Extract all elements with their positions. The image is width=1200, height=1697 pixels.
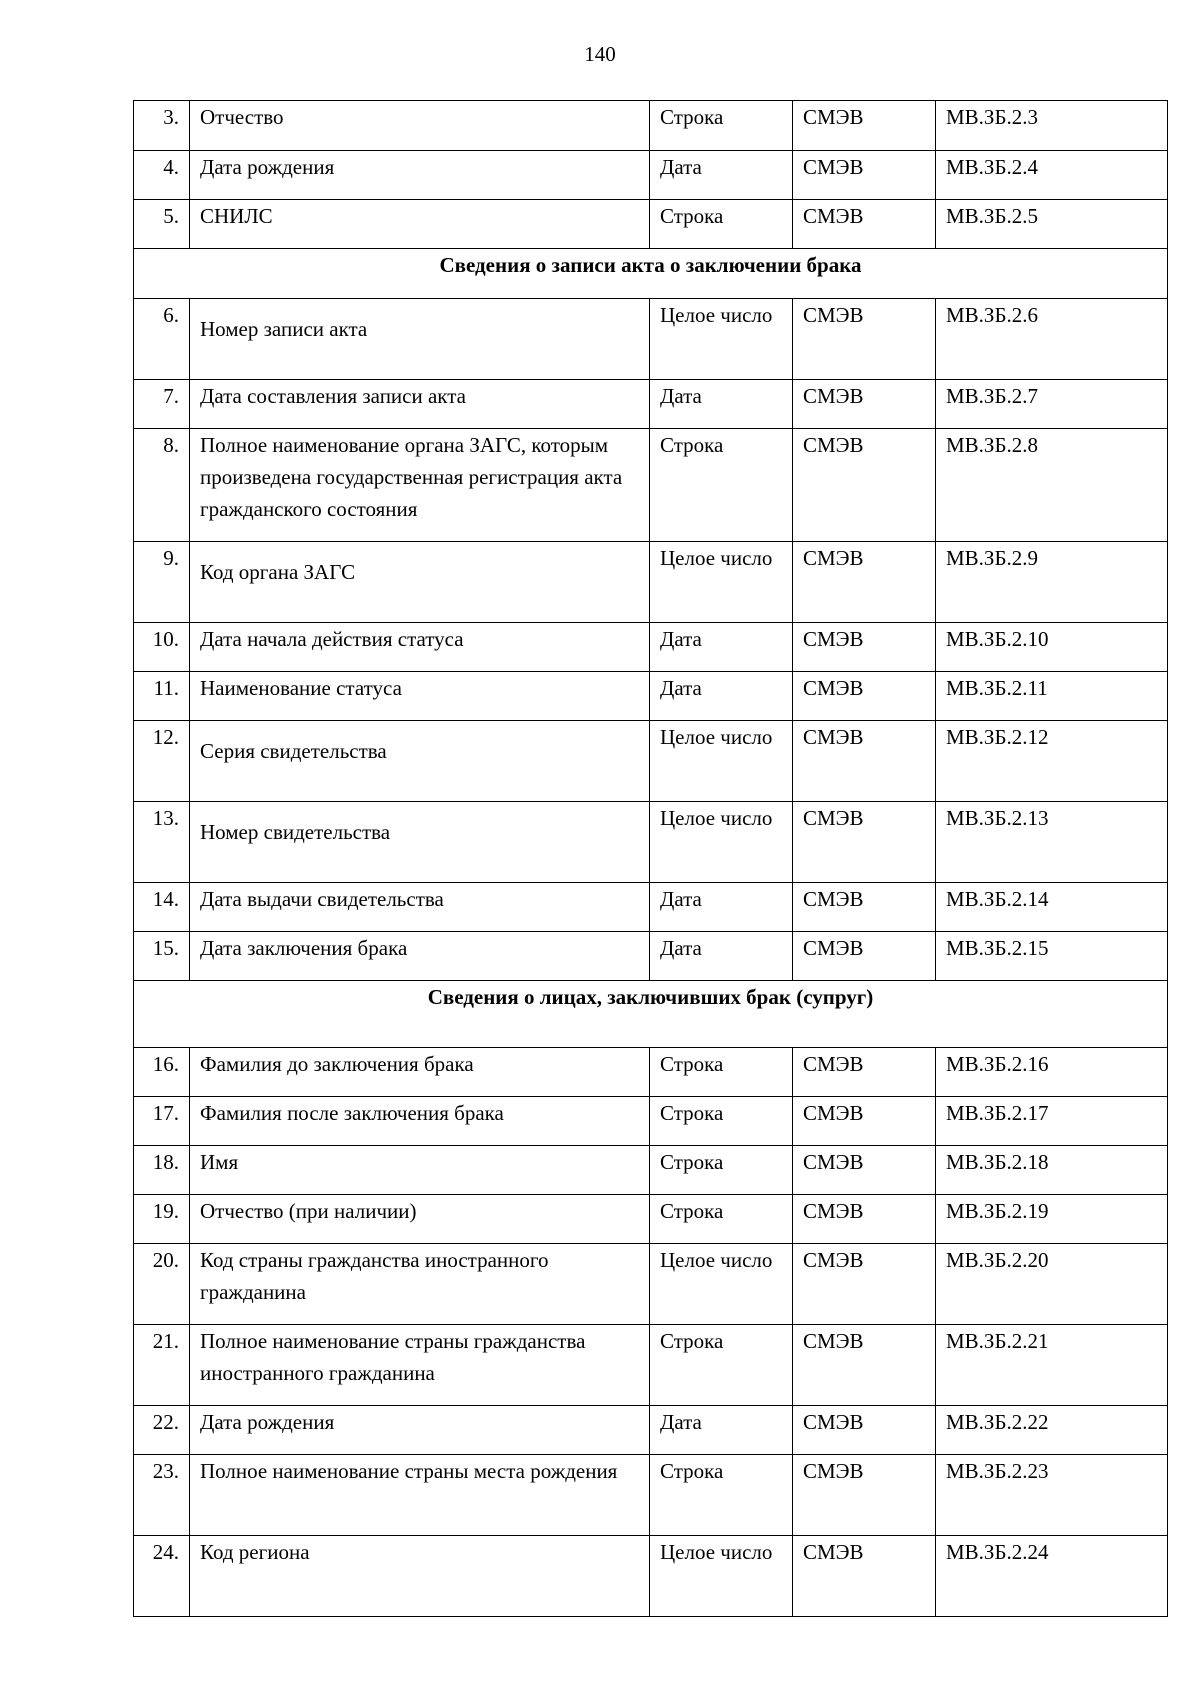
data-type-cell: Дата: [650, 1406, 793, 1455]
source-cell: СМЭВ: [793, 380, 936, 429]
attribute-code-cell: МВ.ЗБ.2.23: [936, 1455, 1168, 1536]
attribute-name-cell: [190, 721, 650, 802]
data-type-cell: Целое число: [650, 1244, 793, 1325]
row-number-cell: 6.: [134, 299, 190, 380]
attribute-name-cell: Фамилия после заключения брака: [190, 1097, 650, 1146]
table-row: [134, 101, 1168, 151]
table-row: [134, 200, 1168, 249]
data-type-cell: Дата: [650, 151, 793, 200]
row-number-cell: 14.: [134, 883, 190, 932]
source-cell: СМЭВ: [793, 1536, 936, 1617]
table-row: [134, 299, 1168, 380]
section-title: Сведения о записи акта о заключении брака: [134, 249, 1168, 299]
table-row: [134, 380, 1168, 429]
row-number-cell: 19.: [134, 1195, 190, 1244]
attribute-name-text: Код органа ЗАГС: [200, 560, 356, 584]
source-cell: СМЭВ: [793, 429, 936, 542]
attribute-code-cell: МВ.ЗБ.2.24: [936, 1536, 1168, 1617]
attribute-name-cell: Код страны гражданства иностранного гражданина: [190, 1244, 650, 1325]
table-row: [134, 623, 1168, 672]
table-row: [134, 1195, 1168, 1244]
source-cell: СМЭВ: [793, 151, 936, 200]
table-row: [134, 1406, 1168, 1455]
data-type-cell: Дата: [650, 883, 793, 932]
attribute-name-cell: Имя: [190, 1146, 650, 1195]
attribute-name-cell: Отчество (при наличии): [190, 1195, 650, 1244]
source-cell: СМЭВ: [793, 1455, 936, 1536]
row-number-cell: 16.: [134, 1048, 190, 1097]
page-number: 140: [584, 42, 616, 66]
table-row: [134, 932, 1168, 981]
attribute-code-cell: МВ.ЗБ.2.20: [936, 1244, 1168, 1325]
table-row: [134, 1455, 1168, 1536]
data-type-cell: Целое число: [650, 721, 793, 802]
attribute-name-cell: Отчество: [190, 101, 650, 151]
source-cell: СМЭВ: [793, 1325, 936, 1406]
attribute-name-text: Серия свидетельства: [200, 739, 387, 763]
attribute-code-cell: МВ.ЗБ.2.12: [936, 721, 1168, 802]
data-type-cell: Строка: [650, 1048, 793, 1097]
data-type-cell: Дата: [650, 380, 793, 429]
section-title: Сведения о лицах, заключивших брак (супруг): [134, 981, 1168, 1048]
attribute-code-cell: МВ.ЗБ.2.3: [936, 101, 1168, 151]
data-type-cell: Целое число: [650, 299, 793, 380]
row-number-cell: 22.: [134, 1406, 190, 1455]
source-cell: СМЭВ: [793, 802, 936, 883]
row-number-cell: 13.: [134, 802, 190, 883]
attribute-code-cell: МВ.ЗБ.2.5: [936, 200, 1168, 249]
attribute-name-cell: Дата составления записи акта: [190, 380, 650, 429]
attribute-code-cell: МВ.ЗБ.2.14: [936, 883, 1168, 932]
source-cell: СМЭВ: [793, 542, 936, 623]
attribute-code-cell: МВ.ЗБ.2.22: [936, 1406, 1168, 1455]
attribute-name-text: Номер записи акта: [200, 317, 368, 341]
attribute-name-cell: СНИЛС: [190, 200, 650, 249]
table-row: [134, 1146, 1168, 1195]
attribute-name-cell: Полное наименование страны гражданства иностранного гражданина: [190, 1325, 650, 1406]
attribute-name-cell: Наименование статуса: [190, 672, 650, 721]
section-header-row: [134, 249, 1168, 299]
table-row: [134, 1244, 1168, 1325]
row-number-cell: 4.: [134, 151, 190, 200]
row-number-cell: 5.: [134, 200, 190, 249]
attribute-name-cell: Дата начала действия статуса: [190, 623, 650, 672]
source-cell: СМЭВ: [793, 1048, 936, 1097]
attribute-name-text: Номер свидетельства: [200, 820, 391, 844]
data-type-cell: Строка: [650, 1195, 793, 1244]
table-row: [134, 1097, 1168, 1146]
source-cell: СМЭВ: [793, 883, 936, 932]
row-number-cell: 24.: [134, 1536, 190, 1617]
source-cell: СМЭВ: [793, 1406, 936, 1455]
row-number-cell: 20.: [134, 1244, 190, 1325]
source-cell: СМЭВ: [793, 932, 936, 981]
table-body: [134, 101, 1168, 1617]
data-type-cell: Дата: [650, 932, 793, 981]
source-cell: СМЭВ: [793, 623, 936, 672]
row-number-cell: 21.: [134, 1325, 190, 1406]
row-number-cell: 8.: [134, 429, 190, 542]
source-cell: СМЭВ: [793, 1097, 936, 1146]
attribute-code-cell: МВ.ЗБ.2.4: [936, 151, 1168, 200]
attribute-name-cell: Дата заключения брака: [190, 932, 650, 981]
row-number-cell: 11.: [134, 672, 190, 721]
attribute-name-cell: Дата выдачи свидетельства: [190, 883, 650, 932]
attribute-name-cell: [190, 802, 650, 883]
source-cell: СМЭВ: [793, 200, 936, 249]
source-cell: СМЭВ: [793, 101, 936, 151]
data-type-cell: Целое число: [650, 542, 793, 623]
data-type-cell: Строка: [650, 1325, 793, 1406]
table-row: [134, 883, 1168, 932]
attribute-code-cell: МВ.ЗБ.2.15: [936, 932, 1168, 981]
row-number-cell: 15.: [134, 932, 190, 981]
row-number-cell: 9.: [134, 542, 190, 623]
attribute-name-cell: [190, 542, 650, 623]
row-number-cell: 10.: [134, 623, 190, 672]
section-header-row: [134, 981, 1168, 1048]
source-cell: СМЭВ: [793, 1146, 936, 1195]
attribute-code-cell: МВ.ЗБ.2.9: [936, 542, 1168, 623]
table-row: [134, 721, 1168, 802]
data-type-cell: Строка: [650, 1455, 793, 1536]
attribute-code-cell: МВ.ЗБ.2.8: [936, 429, 1168, 542]
data-type-cell: Дата: [650, 672, 793, 721]
attribute-name-cell: Полное наименование органа ЗАГС, которым произведена государственная регистрация акта гражданского состояния: [190, 429, 650, 542]
table-row: [134, 1325, 1168, 1406]
attribute-code-cell: МВ.ЗБ.2.18: [936, 1146, 1168, 1195]
attribute-code-cell: МВ.ЗБ.2.13: [936, 802, 1168, 883]
attribute-name-cell: Фамилия до заключения брака: [190, 1048, 650, 1097]
attribute-name-cell: [190, 299, 650, 380]
data-type-cell: Строка: [650, 200, 793, 249]
attribute-code-cell: МВ.ЗБ.2.16: [936, 1048, 1168, 1097]
attribute-name-cell: Код региона: [190, 1536, 650, 1617]
attribute-code-cell: МВ.ЗБ.2.6: [936, 299, 1168, 380]
source-cell: СМЭВ: [793, 1244, 936, 1325]
table-row: [134, 542, 1168, 623]
row-number-cell: 12.: [134, 721, 190, 802]
table-row: [134, 1536, 1168, 1617]
source-cell: СМЭВ: [793, 721, 936, 802]
data-type-cell: Дата: [650, 623, 793, 672]
table-row: [134, 672, 1168, 721]
attributes-table: [133, 100, 1168, 1617]
row-number-cell: 7.: [134, 380, 190, 429]
table-row: [134, 802, 1168, 883]
attribute-name-cell: Дата рождения: [190, 151, 650, 200]
attribute-code-cell: МВ.ЗБ.2.17: [936, 1097, 1168, 1146]
row-number-cell: 23.: [134, 1455, 190, 1536]
data-type-cell: Строка: [650, 101, 793, 151]
table-row: [134, 151, 1168, 200]
attribute-name-cell: Полное наименование страны места рождения: [190, 1455, 650, 1536]
data-type-cell: Строка: [650, 1146, 793, 1195]
data-type-cell: Целое число: [650, 1536, 793, 1617]
table-row: [134, 1048, 1168, 1097]
data-type-cell: Строка: [650, 429, 793, 542]
data-type-cell: Строка: [650, 1097, 793, 1146]
source-cell: СМЭВ: [793, 1195, 936, 1244]
attribute-code-cell: МВ.ЗБ.2.21: [936, 1325, 1168, 1406]
attribute-code-cell: МВ.ЗБ.2.7: [936, 380, 1168, 429]
attribute-name-cell: Дата рождения: [190, 1406, 650, 1455]
attribute-code-cell: МВ.ЗБ.2.11: [936, 672, 1168, 721]
attribute-code-cell: МВ.ЗБ.2.10: [936, 623, 1168, 672]
data-type-cell: Целое число: [650, 802, 793, 883]
row-number-cell: 18.: [134, 1146, 190, 1195]
source-cell: СМЭВ: [793, 672, 936, 721]
attribute-code-cell: МВ.ЗБ.2.19: [936, 1195, 1168, 1244]
source-cell: СМЭВ: [793, 299, 936, 380]
row-number-cell: 3.: [134, 101, 190, 151]
table-row: [134, 429, 1168, 542]
row-number-cell: 17.: [134, 1097, 190, 1146]
